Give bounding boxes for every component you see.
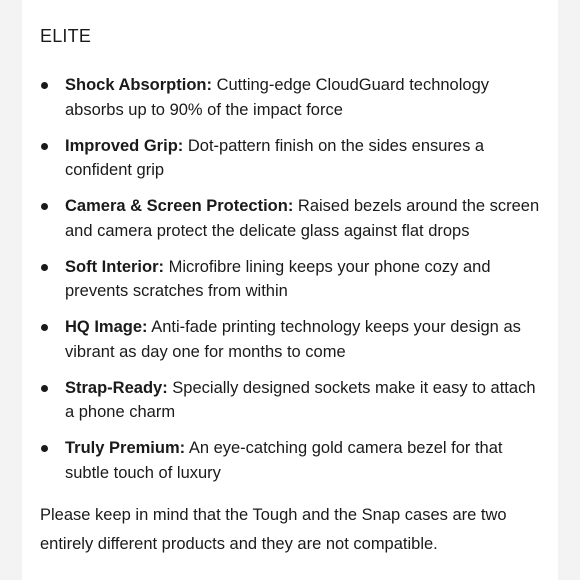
feature-title: Camera & Screen Protection: (65, 197, 294, 215)
feature-item-truly-premium (40, 436, 542, 485)
feature-title: HQ Image: (65, 318, 148, 336)
feature-item-improved-grip (40, 134, 542, 183)
feature-title: Truly Premium: (65, 439, 186, 457)
bullet-dot-icon (41, 445, 48, 452)
bullet-dot-icon (41, 385, 48, 392)
feature-text: Dot-pattern finish on the sides ensures a confident grip (65, 136, 485, 179)
product-tier-heading: ELITE (40, 26, 92, 46)
feature-text: Raised bezels around the screen and camera protect the delicate glass against flat drops (65, 197, 540, 240)
bullet-dot-icon (41, 82, 48, 89)
feature-text: An eye-catching gold camera bezel for that subtle touch of luxury (65, 439, 503, 482)
feature-title: Strap-Ready: (65, 378, 168, 397)
compatibility-note: Please keep in mind that the Tough and the Snap cases are two entirely different products and they are not compatible. (40, 506, 507, 553)
feature-title: Shock Absorption: (65, 76, 212, 94)
feature-text: Microfibre lining keeps your phone cozy and prevents scratches from within (65, 257, 491, 300)
bullet-dot-icon (41, 264, 48, 271)
feature-title: Soft Interior: (65, 257, 164, 276)
feature-item-shock-absorption (40, 73, 542, 122)
feature-text: Anti-fade printing technology keeps your design as vibrant as day one for months to come (65, 318, 521, 361)
feature-text: Specially designed sockets make it easy to attach a phone charm (65, 378, 536, 421)
feature-item-hq-image (40, 315, 542, 364)
bullet-dot-icon (41, 324, 48, 331)
feature-title: Improved Grip: (65, 136, 184, 155)
description-content (40, 24, 542, 559)
bullet-dot-icon (41, 203, 48, 210)
product-description-panel (22, 0, 558, 580)
feature-item-strap-ready (40, 376, 542, 425)
feature-item-camera-screen-protection (40, 194, 542, 243)
feature-list (40, 73, 542, 485)
feature-text: Cutting-edge CloudGuard technology absorbs up to 90% of the impact force (65, 76, 490, 119)
feature-item-soft-interior (40, 255, 542, 304)
bullet-dot-icon (41, 143, 48, 150)
